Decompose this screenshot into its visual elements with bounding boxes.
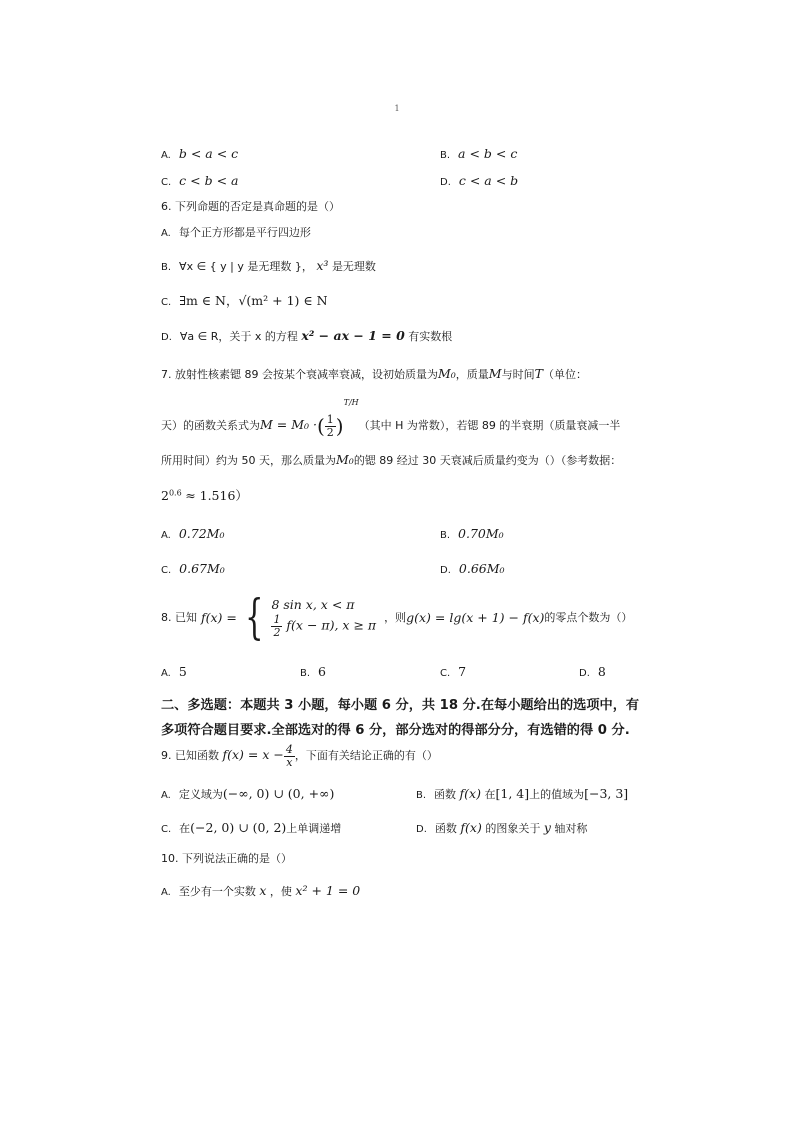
option-text: c < a < b [458,173,519,188]
option-label: B. [440,530,451,541]
option-label: A. [161,668,171,679]
option-text: 的图象关于 [485,822,541,835]
option-text: 至少有一个实数 [178,885,256,898]
q7-line-1 [161,366,587,382]
option-text: 在 [484,788,496,801]
page-number: 1 [394,104,400,113]
option-text: 0.70M₀ [458,526,504,541]
option-math: [−3, 3] [584,786,629,801]
option-label: C. [440,668,451,679]
section-2-heading-line-1: 二、多选题：本题共 3 小题，每小题 6 分，共 18 分.在每小题给出的选项中，有 [161,698,640,713]
option-label: D. [416,824,427,835]
option-text: 上单调递增 [286,822,342,835]
q10-option-a [161,883,360,899]
q7-math: M₀ [437,366,456,381]
q8-option-a [161,664,187,680]
option-text: 0.67M₀ [179,561,225,576]
q7-text: 所用时间）约为 50 天，那么质量为 [161,454,336,467]
q8-g-function: g(x) = lg(x + 1) − f(x) [406,609,545,625]
option-text: ∀a ∈ R，关于 x 的方程 [179,330,298,343]
q7-text: （单位： [542,368,587,381]
option-text: 是无理数 [331,260,376,273]
q7-exponent: 0.6 [168,488,182,498]
option-label: A. [161,790,171,801]
option-label: A. [161,150,171,161]
option-label: C. [161,177,172,188]
q9-option-b [416,786,628,802]
q9-text: 9. 已知函数 [161,749,219,763]
q7-math: M [488,366,502,381]
option-math: f(x) [460,820,482,835]
option-text: 函数 [434,822,457,835]
q7-option-c [161,561,225,577]
option-text: 在 [179,822,191,835]
q10-stem: 10. 下列说法正确的是（） [161,852,292,865]
option-text: 8 [597,664,606,679]
option-label: D. [440,565,451,576]
q7-text: 天）的函数关系式为 [161,419,260,432]
q7-line-2: 天）的函数关系式为M = M₀ ·( $\frac{1}{2}$ )$^{T/H}$（其中 H 为常数），若锶 89 的半衰期（质量衰减一半 [161,398,621,439]
q7-text: ，质量 [455,368,489,381]
q6-option-c [161,293,328,309]
option-label: A. [161,530,171,541]
option-math: [1, 4] [495,786,530,801]
q9-function: f(x) = x − [222,747,284,763]
q5-option-c [161,173,238,189]
option-text: ，使 [269,885,292,898]
q8-stem: 8. 已知 f(x) = { 8 sin x, x < π $\frac{1}{2}$ f(x − π), x ≥ π ，则 g(x) = lg(x + 1) − f(x) 的零点个数为（） [161,589,633,645]
q7-option-a [161,526,225,542]
option-text: 轴对称 [554,822,588,835]
option-text: ∀x ∈ { y | y 是无理数 }， [179,260,313,273]
q9-option-c [161,820,341,836]
q5-option-b [440,146,517,162]
option-label: D. [161,332,172,343]
q8-option-d [579,664,606,680]
q8-option-c [440,664,466,680]
q7-text: 的锶 89 经过 30 天衰减后质量约变为（）（参考数据： [353,454,622,467]
option-label: C. [161,297,172,308]
option-label: D. [579,668,590,679]
option-label: B. [440,150,451,161]
option-text: 每个正方形都是平行四边形 [178,226,311,239]
q7-math: ≈ 1.516） [185,488,248,503]
q7-option-d [440,561,505,577]
option-math: f(x) [459,786,481,801]
q8-option-b [300,664,326,680]
option-text: 0.66M₀ [458,561,505,576]
option-label: D. [440,177,451,188]
q5-option-a [161,146,238,162]
option-text: a < b < c [458,146,518,161]
option-text: 定义域为 [178,788,223,801]
q8-case-1: 8 sin x, x < π [271,596,355,612]
option-text: 7 [458,664,467,679]
q9-stem [161,744,438,768]
q8-cases [271,596,376,639]
q8-text: 8. 已知 [161,611,197,624]
q8-function: f(x) = [201,609,237,625]
q7-line-4 [161,488,248,504]
option-text: 0.72M₀ [178,526,225,541]
option-text: 函数 [434,788,457,801]
q7-text: （其中 H 为常数），若锶 89 的半衰期（质量衰减一半 [358,419,621,432]
q6-option-b [161,258,376,274]
option-text: 上的值域为 [529,788,585,801]
q7-fraction: $\frac{1}{2}$ [326,412,334,439]
option-math: y [543,820,551,835]
option-label: B. [416,790,427,801]
option-text: 6 [318,664,326,679]
option-text: 有实数根 [408,330,453,343]
option-label: C. [161,565,172,576]
q9-option-a [161,786,334,802]
q8-text: ，则 [384,611,407,624]
option-label: C. [161,824,172,835]
q9-text: ，下面有关结论正确的有（） [294,749,438,763]
option-math: x² − ax − 1 = 0 [301,328,405,343]
q7-formula: M = M₀ · [260,417,317,432]
q9-fraction: $\frac{4}{x}$ [285,743,293,769]
option-math: ∃m ∈ N，√(m² + 1) ∈ N [179,293,328,308]
option-math: x [259,883,267,898]
q7-line-3 [161,452,621,468]
section-2-heading-line-2: 多项符合题目要求.全部选对的得 6 分，部分选对的得部分分，有选错的得 0 分. [161,723,630,738]
option-text: 5 [178,664,187,679]
option-text: b < a < c [178,146,239,161]
option-math: x² + 1 = 0 [295,883,361,898]
q7-math: M₀ [336,452,354,467]
q7-option-b [440,526,504,542]
option-label: B. [161,262,172,273]
q7-math: T [534,366,543,381]
q5-option-d [440,173,518,189]
option-text: c < b < a [179,173,239,188]
q7-math: 2 [161,488,169,503]
option-math: (−∞, 0) ∪ (0, +∞) [222,786,335,801]
option-label: A. [161,887,171,898]
q7-text: 7. 放射性核素锶 89 会按某个衰减率衰减，设初始质量为 [161,368,438,381]
q6-stem: 6. 下列命题的否定是真命题的是（） [161,200,340,213]
option-label: B. [300,668,311,679]
q8-case-2: $\frac{1}{2}$ f(x − π), x ≥ π [273,613,377,639]
option-label: A. [161,228,171,239]
option-math: x³ [316,258,329,273]
q6-option-d [161,328,452,344]
q7-text: 与时间 [501,368,535,381]
q6-option-a [161,226,311,240]
q7-exponent: T/H [343,398,359,407]
q8-text: 的零点个数为（） [544,611,633,624]
option-math: (−2, 0) ∪ (0, 2) [190,820,287,835]
q9-option-d [416,820,587,836]
